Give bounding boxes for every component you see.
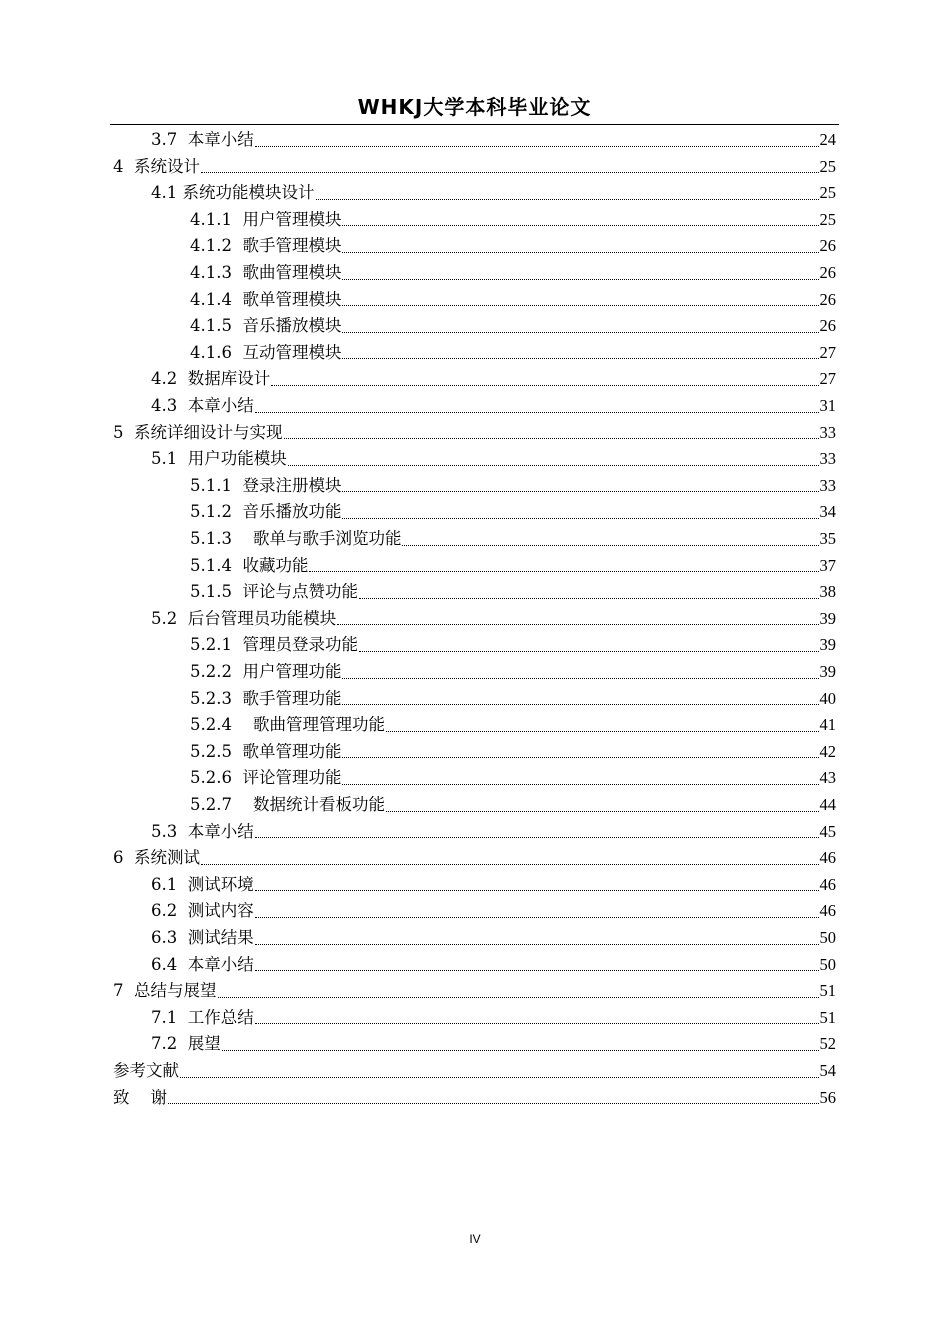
toc-entry[interactable] bbox=[151, 952, 836, 979]
toc-entry-title: 6.3 测试结果 bbox=[151, 928, 254, 947]
toc-dot-leader bbox=[201, 154, 819, 181]
toc-dot-leader bbox=[222, 1031, 819, 1058]
toc-entry-title: 4 系统设计 bbox=[113, 156, 200, 176]
toc-dot-leader bbox=[342, 340, 818, 367]
toc-dot-leader bbox=[288, 446, 819, 473]
toc-entry[interactable] bbox=[151, 898, 836, 925]
toc-entry-page: 39 bbox=[819, 608, 836, 628]
toc-dot-leader bbox=[284, 420, 819, 447]
toc-dot-leader bbox=[255, 872, 819, 899]
toc-entry-title: 4.2 数据库设计 bbox=[151, 369, 271, 389]
toc-entry-title: 5.1 用户功能模块 bbox=[151, 449, 287, 469]
toc-entry[interactable] bbox=[151, 127, 836, 154]
toc-entry[interactable] bbox=[190, 260, 836, 287]
toc-dot-leader bbox=[255, 127, 819, 154]
toc-entry[interactable] bbox=[151, 366, 836, 393]
toc-entry[interactable] bbox=[151, 872, 836, 899]
toc-dot-leader bbox=[180, 1058, 819, 1085]
toc-dot-leader bbox=[386, 712, 819, 739]
toc-entry[interactable] bbox=[190, 340, 836, 367]
toc-entry[interactable] bbox=[190, 739, 836, 766]
toc-entry[interactable] bbox=[190, 473, 836, 500]
toc-entry-page: 46 bbox=[819, 874, 836, 894]
toc-entry-page: 33 bbox=[819, 422, 836, 442]
toc-entry-title: 5.2.3 歌手管理功能 bbox=[190, 688, 342, 708]
toc-dot-leader bbox=[271, 366, 818, 393]
toc-entry-page: 33 bbox=[819, 449, 836, 469]
toc-entry[interactable] bbox=[151, 180, 836, 207]
toc-entry[interactable] bbox=[151, 1031, 836, 1058]
toc-entry-page: 26 bbox=[819, 236, 836, 256]
toc-entry-page: 27 bbox=[819, 369, 836, 389]
toc-dot-leader bbox=[386, 792, 819, 819]
toc-dot-leader bbox=[342, 260, 818, 287]
toc-entry[interactable] bbox=[113, 420, 836, 447]
toc-entry-title: 5.3 本章小结 bbox=[151, 821, 254, 841]
toc-entry-page: 25 bbox=[819, 209, 836, 229]
toc-dot-leader bbox=[342, 233, 818, 260]
header-divider bbox=[110, 124, 839, 125]
toc-dot-leader bbox=[342, 499, 818, 526]
toc-entry-page: 46 bbox=[819, 848, 836, 868]
toc-entry[interactable] bbox=[190, 313, 836, 340]
toc-dot-leader bbox=[201, 845, 819, 872]
toc-entry-page: 52 bbox=[819, 1034, 836, 1054]
toc-entry-page: 51 bbox=[819, 1007, 836, 1027]
toc-entry[interactable] bbox=[113, 1058, 836, 1085]
toc-entry-page: 51 bbox=[819, 981, 836, 1001]
toc-entry[interactable] bbox=[151, 819, 836, 846]
toc-entry[interactable] bbox=[190, 207, 836, 234]
toc-entry-title: 3.7 本章小结 bbox=[151, 130, 254, 149]
toc-dot-leader bbox=[337, 606, 818, 633]
toc-entry[interactable] bbox=[190, 712, 836, 739]
toc-entry-title: 4.3 本章小结 bbox=[151, 396, 254, 415]
toc-entry-title: 参考文献 bbox=[113, 1061, 179, 1080]
toc-entry-page: 45 bbox=[819, 821, 836, 841]
toc-entry-page: 35 bbox=[819, 529, 836, 548]
toc-entry[interactable] bbox=[190, 792, 836, 819]
toc-dot-leader bbox=[255, 898, 819, 925]
toc-entry-title: 5.1.2 音乐播放功能 bbox=[190, 502, 342, 522]
toc-dot-leader bbox=[342, 207, 818, 234]
toc-entry-page: 26 bbox=[819, 316, 836, 336]
toc-entry[interactable] bbox=[190, 765, 836, 792]
toc-entry-title: 5.2.6 评论管理功能 bbox=[190, 768, 342, 788]
toc-dot-leader bbox=[402, 526, 818, 553]
toc-entry-page: 40 bbox=[819, 688, 836, 708]
toc-entry-page: 39 bbox=[819, 635, 836, 655]
toc-entry-page: 41 bbox=[819, 715, 836, 735]
toc-entry-title: 7 总结与展望 bbox=[113, 981, 217, 1001]
toc-entry-title: 5.2 后台管理员功能模块 bbox=[151, 608, 337, 628]
toc-entry-page: 42 bbox=[819, 741, 836, 761]
toc-entry-page: 39 bbox=[819, 662, 836, 681]
toc-entry-title: 7.1 工作总结 bbox=[151, 1007, 254, 1027]
toc-entry[interactable] bbox=[190, 553, 836, 580]
toc-entry-page: 26 bbox=[819, 289, 836, 309]
toc-dot-leader bbox=[255, 952, 819, 979]
page-number: IV bbox=[469, 1232, 481, 1246]
toc-entry-page: 24 bbox=[819, 130, 836, 149]
toc-entry-title: 6.4 本章小结 bbox=[151, 954, 254, 974]
toc-entry-title: 6 系统测试 bbox=[113, 848, 200, 868]
toc-entry-page: 54 bbox=[819, 1061, 836, 1080]
toc-dot-leader bbox=[255, 925, 819, 952]
toc-dot-leader bbox=[342, 659, 818, 686]
toc-entry[interactable] bbox=[151, 606, 836, 633]
toc-entry-title: 5 系统详细设计与实现 bbox=[113, 422, 283, 442]
toc-entry[interactable] bbox=[190, 287, 836, 314]
toc-dot-leader bbox=[316, 180, 819, 207]
toc-entry[interactable] bbox=[190, 659, 836, 686]
toc-entry-title: 4.1.1 用户管理模块 bbox=[190, 209, 342, 229]
toc-entry[interactable] bbox=[190, 579, 836, 606]
toc-entry-page: 50 bbox=[819, 928, 836, 947]
toc-entry[interactable] bbox=[151, 393, 836, 420]
toc-dot-leader bbox=[342, 287, 818, 314]
toc-entry-page: 33 bbox=[819, 475, 836, 495]
toc-entry[interactable] bbox=[151, 1005, 836, 1032]
toc-dot-leader bbox=[342, 313, 818, 340]
toc-entry[interactable] bbox=[190, 499, 836, 526]
toc-entry[interactable] bbox=[190, 686, 836, 713]
toc-entry[interactable] bbox=[190, 526, 836, 553]
toc-entry[interactable] bbox=[113, 154, 836, 181]
toc-entry-title: 5.1.3 歌单与歌手浏览功能 bbox=[190, 529, 402, 548]
toc-dot-leader bbox=[342, 473, 818, 500]
toc-entry-page: 50 bbox=[819, 954, 836, 974]
toc-entry-title: 4.1.4 歌单管理模块 bbox=[190, 289, 342, 309]
toc-dot-leader bbox=[342, 765, 818, 792]
toc-entry-title: 6.1 测试环境 bbox=[151, 874, 254, 894]
toc-entry-page: 25 bbox=[819, 183, 836, 203]
toc-entry-page: 25 bbox=[819, 156, 836, 176]
toc-entry-title: 4.1.3 歌曲管理模块 bbox=[190, 263, 342, 282]
toc-entry-page: 38 bbox=[819, 582, 836, 602]
toc-dot-leader bbox=[359, 632, 819, 659]
toc-entry-title: 4.1.6 互动管理模块 bbox=[190, 342, 342, 362]
toc-entry-title: 5.2.7 数据统计看板功能 bbox=[190, 795, 385, 814]
toc-entry-title: 4.1.2 歌手管理模块 bbox=[190, 236, 342, 256]
toc-dot-leader bbox=[359, 579, 819, 606]
toc-entry[interactable] bbox=[151, 925, 836, 952]
toc-entry[interactable] bbox=[190, 632, 836, 659]
toc-entry[interactable] bbox=[190, 233, 836, 260]
toc-entry-title: 7.2 展望 bbox=[151, 1034, 221, 1054]
toc-dot-leader bbox=[255, 819, 819, 846]
toc-entry-page: 44 bbox=[819, 795, 836, 814]
toc-entry-title: 4.1 系统功能模块设计 bbox=[151, 183, 315, 203]
toc-dot-leader bbox=[342, 739, 818, 766]
toc-entry[interactable] bbox=[113, 1085, 836, 1112]
toc-dot-leader bbox=[255, 393, 819, 420]
toc-entry-title: 5.1.5 评论与点赞功能 bbox=[190, 582, 358, 602]
toc-entry[interactable] bbox=[113, 978, 836, 1005]
toc-entry-page: 27 bbox=[819, 342, 836, 362]
toc-dot-leader bbox=[168, 1085, 819, 1112]
toc-dot-leader bbox=[309, 553, 818, 580]
toc-entry-page: 43 bbox=[819, 768, 836, 788]
toc-entry-page: 37 bbox=[819, 555, 836, 575]
toc-entry-page: 46 bbox=[819, 901, 836, 921]
toc-entry-page: 31 bbox=[819, 396, 836, 415]
running-header: WHKJ大学本科毕业论文 bbox=[357, 95, 592, 119]
toc-entry[interactable] bbox=[151, 446, 836, 473]
toc-entry-title: 5.1.4 收藏功能 bbox=[190, 555, 309, 575]
toc-entry-page: 56 bbox=[819, 1087, 836, 1107]
toc-entry-title: 4.1.5 音乐播放模块 bbox=[190, 316, 342, 336]
toc-entry[interactable] bbox=[113, 845, 836, 872]
toc-entry-title: 5.2.1 管理员登录功能 bbox=[190, 635, 358, 655]
toc-entry-page: 26 bbox=[819, 263, 836, 282]
toc-entry-title: 6.2 测试内容 bbox=[151, 901, 254, 921]
toc-entry-title: 致 谢 bbox=[113, 1087, 167, 1107]
toc-dot-leader bbox=[342, 686, 818, 713]
toc-entry-title: 5.2.5 歌单管理功能 bbox=[190, 741, 342, 761]
toc-entry-title: 5.2.2 用户管理功能 bbox=[190, 662, 342, 681]
toc-entry-page: 34 bbox=[819, 502, 836, 522]
toc-dot-leader bbox=[255, 1005, 819, 1032]
toc-entry-title: 5.2.4 歌曲管理管理功能 bbox=[190, 715, 385, 735]
toc-dot-leader bbox=[218, 978, 819, 1005]
toc-entry-title: 5.1.1 登录注册模块 bbox=[190, 475, 342, 495]
